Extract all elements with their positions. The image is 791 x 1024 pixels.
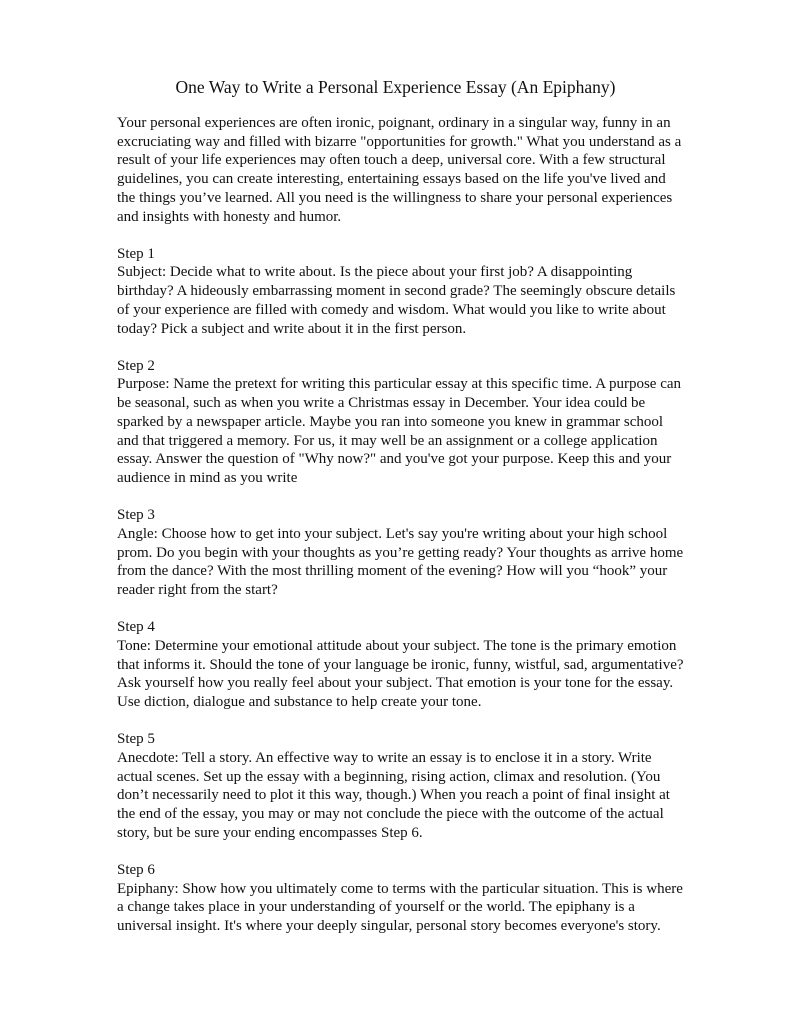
step-6-label: Step 6 xyxy=(117,861,155,878)
step-5-text: Anecdote: Tell a story. An effective way to write an essay is to enclose it in a story. Write actual scenes. Set up the essay with a beginning, rising action, climax and resolution. (You don’t necessarily need to plot it this way, though.) When you reach a point of final insight at the end of the essay, you may or may not conclude the piece with the outcome of the actual story, but be sure your ending encompasses Step 6. xyxy=(117,749,670,841)
page-title: One Way to Write a Personal Experience Essay (An Epiphany) xyxy=(175,77,616,97)
step-6 xyxy=(117,861,687,936)
step-1-text: Subject: Decide what to write about. Is the piece about your first job? A disappointing birthday? A hideously embarrassing moment in second grade? The seemingly obscure details of your experience are filled with comedy and wisdom. What would you like to write about today? Pick a subject and write about it in the first person. xyxy=(117,264,676,337)
step-4-label: Step 4 xyxy=(117,619,155,636)
step-4-text: Tone: Determine your emotional attitude about your subject. The tone is the primary emotion that informs it. Should the tone of your language be ironic, funny, wistful, sad, argumentative? Ask yourself how you really feel about your subject. That emotion is your tone for the essay. Use diction, dialogue and substance to help create your tone. xyxy=(117,637,684,710)
step-6-text: Epiphany: Show how you ultimately come to terms with the particular situation. This is where a change takes place in your understanding of yourself or the world. The epiphany is a universal insight. It's where your deeply singular, personal story becomes everyone's story. xyxy=(117,880,683,935)
step-2 xyxy=(117,357,687,488)
step-3-text: Angle: Choose how to get into your subject. Let's say you're writing about your high school prom. Do you begin with your thoughts as you’re getting ready? Your thoughts as arrive home from the dance? With the most thrilling moment of the evening? How will you “hook” your reader right from the start? xyxy=(117,525,684,598)
step-2-label: Step 2 xyxy=(117,357,155,374)
step-2-text: Purpose: Name the pretext for writing this particular essay at this specific time. A purpose can be seasonal, such as when you write a Christmas essay in December. Your idea could be sparked by a newspaper article. Maybe you ran into someone you knew in grammar school and that triggered a memory. For us, it may well be an assignment or a college application essay. Answer the question of "Why now?" and you've got your purpose. Keep this and your audience in mind as you write xyxy=(117,376,682,486)
step-4 xyxy=(117,618,687,712)
step-3-label: Step 3 xyxy=(117,507,155,524)
step-5 xyxy=(117,730,687,842)
step-1-label: Step 1 xyxy=(117,245,155,262)
intro-paragraph: Your personal experiences are often ironic, poignant, ordinary in a singular way, funny in an excruciating way and filled with bizarre "opportunities for growth." What you understand as a result of your life experiences may often touch a deep, universal core. With a few structural guidelines, you can create interesting, entertaining essays based on the life you've lived and the things you’ve learned. All you need is the willingness to share your personal experiences and insights with honesty and humor. xyxy=(117,115,682,225)
step-1 xyxy=(117,245,687,339)
step-3 xyxy=(117,506,687,600)
document-body xyxy=(117,114,687,954)
step-5-label: Step 5 xyxy=(117,731,155,748)
